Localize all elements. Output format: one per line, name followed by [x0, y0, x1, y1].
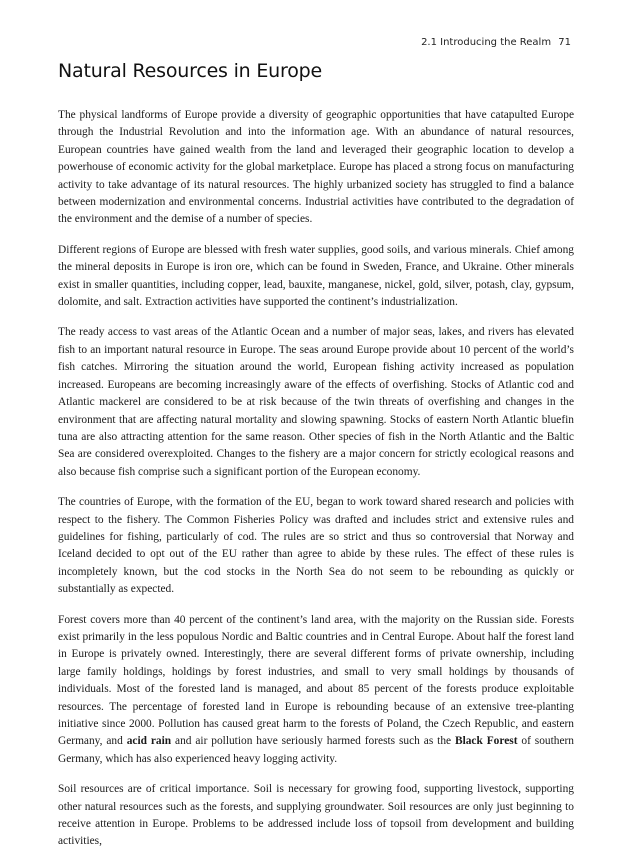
paragraph-natural-resources: The physical landforms of Europe provide a diversity of geographic opportunities that have catapulted Europe through the Industrial Revolution and into the information age. With an abundance of natural resources, European countries have gained wealth from the land and leveraged their geographic location to develop a powerhouse of economic activity for the global marketplace. Europe has placed a strong focus on manufacturing activity to take advantage of its natural resources. The highly urbanized society has struggled to find a balance between modernization and environmental concerns. Industrial activities have contributed to the degradation of the environment and the demise of a number of species. — [58, 109, 574, 226]
term-black-forest: Black Forest — [454, 735, 518, 748]
body-text — [58, 107, 574, 864]
paragraph-forests — [58, 612, 574, 769]
page-number: 71 — [558, 37, 571, 48]
paragraph-fisheries-policy: The countries of Europe, with the formation of the EU, began to work toward shared research and policies with respect to the fishery. The Common Fisheries Policy was drafted and includes strict and extensive rules and guidelines for fishing, particularly of cod. The rules are so strict and thus so controversial that Norway and Iceland decided to opt out of the EU rather than agree to abide by these rules. The effect of these rules is incompletely known, but the cod stocks in the North Sea do not seem to be rebounding as quickly or substantially as expected. — [58, 496, 574, 596]
paragraph-fish: The ready access to vast areas of the Atlantic Ocean and a number of major seas, lakes, and rivers has elevated fish to an important natural resource in Europe. The seas around Europe provide about 10 percent of the world’s fish catches. Mirroring the situation around the world, European fishing activity increased as population increased. Europeans are becoming increasingly aware of the effects of overfishing. Stocks of Atlantic cod and Atlantic mackerel are considered to be at risk because of the twin threats of overfishing and changes in the environment that are affecting natural mortality and slowing spawning. Stocks of eastern North Atlantic bluefin tuna are also attracting attention for the same reason. Other species of fish in the North Atlantic and the Baltic Sea are considered overexploited. Changes to the fishery are a major concern for strictly ecological reasons and also because fish comprise such a significant portion of the European economy. — [58, 326, 574, 478]
forests-text-part3: of southern Germany, which has also experienced heavy logging activity. — [58, 735, 574, 765]
forests-text-part1: Forest covers more than 40 percent of the continent’s land area, with the majority on the Russian side. Forests exist primarily in the less populous Nordic and Baltic countries and in Central Europe. About half the forest land in Europe is privately owned. Interestingly, there are several different forms of private ownership, including large family holdings, holdings by forest industries, and small to very small holdings by thousands of individuals. Most of the forested land is managed, and about 85 percent of the forests produce exploitable resources. The percentage of forested land in Europe is rebounding because of an extensive tree-planting initiative since 2000. Pollution has caused great harm to the forests of Poland, the Czech Republic, and eastern Germany, and — [58, 613, 574, 748]
term-acid-rain: acid rain — [126, 735, 172, 748]
running-header-section: 2.1 Introducing the Realm — [421, 37, 552, 48]
page-title: Natural Resources in Europe — [58, 60, 322, 82]
paragraph-minerals: Different regions of Europe are blessed with fresh water supplies, good soils, and various minerals. Chief among the mineral deposits in Europe is iron ore, which can be found in Sweden, France, and Ukraine. Other minerals exist in smaller quantities, including copper, lead, bauxite, manganese, nickel, gold, silver, potash, clay, gypsum, dolomite, and salt. Extraction activities have supported the continent’s industrialization. — [58, 243, 574, 309]
forests-text-part2: and air pollution have seriously harmed forests such as the — [171, 735, 455, 748]
paragraph-soil: Soil resources are of critical importance. Soil is necessary for growing food, supporting livestock, supporting other natural resources such as the forests, and supplying groundwater. Soil resources are only just beginning to receive attention in Europe. Problems to be addressed include loss of topsoil from development and building activities, — [58, 783, 574, 848]
running-header — [421, 37, 571, 48]
